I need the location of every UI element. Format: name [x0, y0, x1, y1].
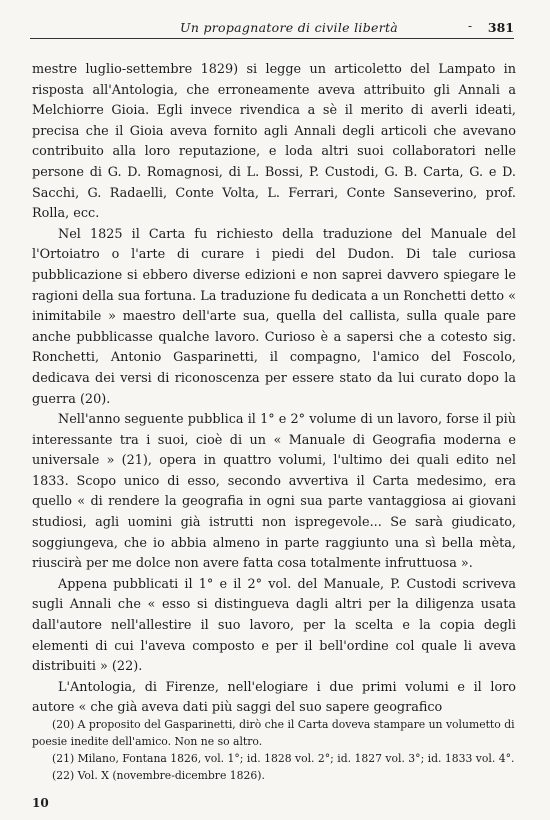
- footnote: (20) A proposito del Gasparinetti, dirò che il Carta doveva stampare un volumetto di poesie inedite dell'amico. Non ne so altro.: [32, 718, 515, 748]
- body-text: [32, 60, 516, 719]
- paragraph: L'Antologia, di Firenze, nell'elogiare i due primi volumi e il loro autore « che già aveva dati più saggi del suo sapere geografico: [32, 679, 516, 716]
- paragraph: Nell'anno seguente pubblica il 1° e 2° volume di un lavoro, forse il più interessante tra i suoi, cioè di un « Manuale di Geografia moderna e universale » (21), opera in quattro volumi, l'ultimo dei quali edito nel 1833. Scopo unico di esso, secondo avvertiva il Carta medesimo, era quello « di rendere la geografia in ogni sua parte vantaggiosa ai giovani studiosi, agli uomini già istrutti non ispregevole... Se sarà giudicato, soggiungeva, che io abbia almeno in parte raggiunto una sì bella mèta, riuscirà per me dolce non avere fatta cosa totalmente infruttuosa ».: [32, 412, 516, 572]
- paragraph: Appena pubblicati il 1° e il 2° vol. del Manuale, P. Custodi scriveva sugli Annali che « esso si distingueva dagli altri per la diligenza usata dall'autore nell'allestire il suo lavoro, per la scelta e la copia degli elementi di cui l'aveva composto e per il bell'ordine col quale li aveva distribuiti » (22).: [32, 576, 516, 675]
- header-dash: -: [468, 19, 473, 33]
- page-number: 381: [487, 20, 514, 35]
- footnote: (22) Vol. X (novembre-dicembre 1826).: [52, 769, 265, 782]
- running-header: [30, 18, 514, 39]
- signature-mark: 10: [32, 796, 49, 810]
- paragraph-continuation: mestre luglio-settembre 1829) si legge un articoletto del Lampato in risposta all'Antologia, che erroneamente aveva attribuito gli Annali a Melchiorre Gioia. Egli invece rivendica a sè il merito di averli ideati, precisa che il Gioia aveva fornito agli Annali degli articoli che avevano contribuito alla loro reputazione, e loda altri suoi collaboratori nelle persone di G. D. Romagnosi, di L. Bossi, P. Custodi, G. B. Carta, G. e D. Sacchi, G. Radaelli, Conte Volta, L. Ferrari, Conte Sanseverino, prof. Rolla, ecc.: [32, 62, 516, 222]
- footnote: (21) Milano, Fontana 1826, vol. 1°; id. 1828 vol. 2°; id. 1827 vol. 3°; id. 1833 vol. 4°.: [52, 752, 515, 765]
- running-title: Un propagnatore di civile libertà: [180, 20, 399, 35]
- footnotes: [32, 716, 516, 784]
- paragraph: Nel 1825 il Carta fu richiesto della traduzione del Manuale del l'Ortoiatro o l'arte di curare i piedi del Dudon. Di tale curiosa pubblicazione si ebbero diverse edizioni e non saprei davvero spiegare le ragioni della sua fortuna. La traduzione fu dedicata a un Ronchetti detto « inimitabile » maestro dell'arte sua, quella del callista, sulla quale pare anche pubblicasse qualche lavoro. Curioso è a sapersi che a cotesto sig. Ronchetti, Antonio Gasparinetti, il compagno, l'amico del Foscolo, dedicava dei versi di riconoscenza per essere stato da lui curato dopo la guerra (20).: [32, 226, 516, 407]
